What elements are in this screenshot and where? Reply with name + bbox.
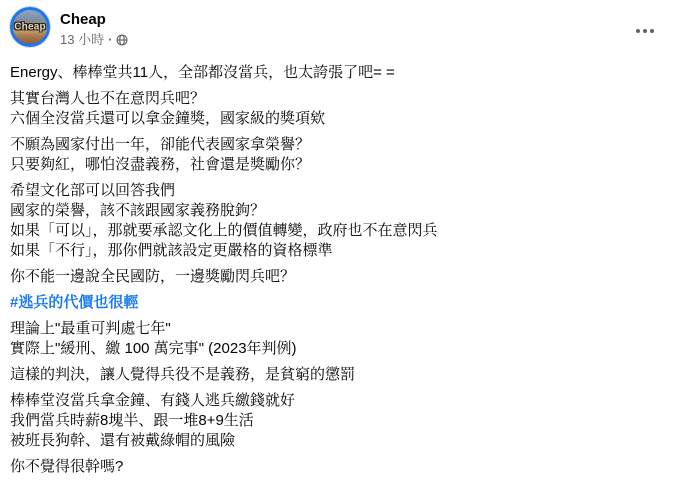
- post-paragraph: [10, 135, 659, 175]
- post-paragraph: [10, 457, 659, 477]
- post-text-line: 你不覺得很幹嗎?: [10, 458, 124, 475]
- post-text-line: 其實台灣人也不在意閃兵吧？: [10, 90, 206, 107]
- more-horizontal-icon: [643, 29, 647, 33]
- post-meta: [60, 31, 128, 48]
- hashtag-link[interactable]: #逃兵的代價也很輕: [10, 294, 139, 311]
- post-body: [0, 48, 675, 477]
- post-text-line: 六個全沒當兵還可以拿金鐘獎，國家級的獎項欸: [10, 110, 326, 127]
- post-paragraph: [10, 267, 659, 287]
- post-text-line: 如果「可以」，那就要承認文化上的價值轉變，政府也不在意閃兵: [10, 222, 438, 239]
- avatar-label: Cheap: [14, 21, 46, 33]
- avatar[interactable]: [10, 7, 50, 47]
- more-options-button[interactable]: [629, 19, 661, 43]
- post-paragraph: [10, 293, 659, 313]
- post-text-line: 如果「不行」，那你們就該設定更嚴格的資格標準: [10, 242, 333, 259]
- post-text-line: 希望文化部可以回答我們: [10, 182, 176, 199]
- post-text-line: 實際上"緩刑、繳 100 萬完事" (2023年判例): [10, 340, 297, 357]
- post-paragraph: [10, 63, 659, 83]
- post-text-line: 被班長狗幹、還有被戴綠帽的風險: [10, 432, 236, 449]
- post-paragraph: [10, 319, 659, 359]
- post-text-line: 不願為國家付出一年，卻能代表國家拿榮譽？: [10, 136, 311, 153]
- post-paragraph: [10, 365, 659, 385]
- post-paragraph: [10, 391, 659, 451]
- header-text: [60, 7, 128, 48]
- meta-separator: ·: [108, 32, 113, 47]
- post-text-line: 這樣的判決，讓人覺得兵役不是義務，是貧窮的懲罰: [10, 366, 356, 383]
- timestamp-link[interactable]: 13 小時: [60, 32, 105, 47]
- page-name-link[interactable]: Cheap: [60, 11, 106, 28]
- more-horizontal-icon: [636, 29, 640, 33]
- post-header: [0, 0, 675, 48]
- post-paragraph: [10, 89, 659, 129]
- globe-icon: [116, 34, 128, 46]
- post-text-line: 棒棒堂沒當兵拿金鐘、有錢人逃兵繳錢就好: [10, 392, 296, 409]
- post-text-line: 我們當兵時薪8塊半、跟一堆8+9生活: [10, 412, 254, 429]
- post-text-line: 你不能一邊說全民國防，一邊獎勵閃兵吧？: [10, 268, 296, 285]
- post-text-line: 國家的榮譽，該不該跟國家義務脫鉤？: [10, 202, 266, 219]
- post-paragraph: [10, 181, 659, 261]
- post-text-line: 只要夠紅，哪怕沒盡義務，社會還是獎勵你？: [10, 156, 311, 173]
- post-text-line: Energy、棒棒堂共11人，全部都沒當兵，也太誇張了吧= =: [10, 64, 395, 81]
- post-text-line: 理論上"最重可判處七年": [10, 320, 171, 337]
- more-horizontal-icon: [650, 29, 654, 33]
